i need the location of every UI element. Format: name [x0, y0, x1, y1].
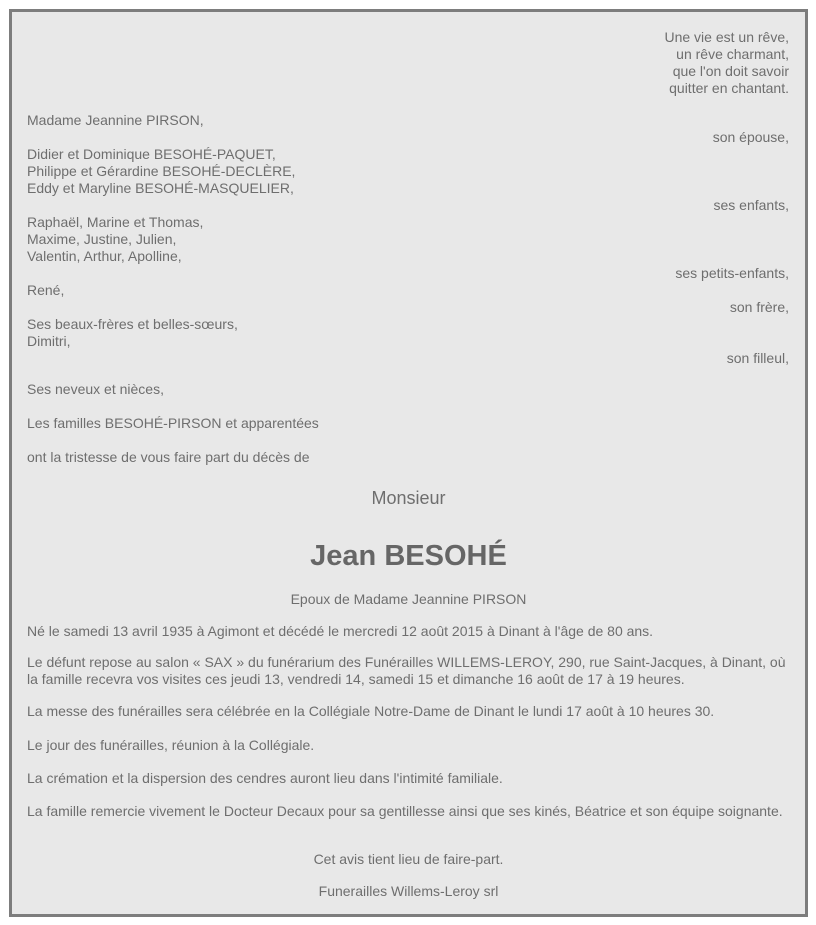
birth-death-paragraph: Né le samedi 13 avril 1935 à Agimont et décédé le mercredi 12 août 2015 à Dinant à l'âge de 80 ans.	[27, 623, 654, 639]
spouse-name: Madame Jeannine PIRSON,	[27, 112, 204, 128]
deceased-name: Jean BESOHÉ	[310, 540, 507, 572]
brother-name: René,	[27, 282, 65, 298]
visitation-paragraph: Le défunt repose au salon « SAX » du funérarium des Funérailles WILLEMS-LEROY, 290, rue Saint-Jacques, à Dinant, où la famille recevra vos visites ces jeudi 13, vendredi 14, samedi 15 et dimanche 16 août de 17 à 19 heures.	[27, 654, 786, 687]
godson-role: son filleul,	[726, 350, 789, 366]
children-role: ses enfants,	[713, 197, 789, 213]
spouse-role: son épouse,	[712, 129, 789, 145]
grandchild-line: Valentin, Arthur, Apolline,	[27, 248, 182, 264]
grandchild-line: Maxime, Justine, Julien,	[27, 231, 177, 247]
mass-paragraph: La messe des funérailles sera célébrée en la Collégiale Notre-Dame de Dinant le lundi 17 août à 10 heures 30.	[27, 703, 715, 719]
announcement-line: ont la tristesse de vous faire part du décès de	[27, 449, 310, 465]
child-line: Didier et Dominique BESOHÉ-PAQUET,	[27, 146, 276, 162]
families-line: Les familles BESOHÉ-PIRSON et apparentées	[27, 415, 319, 431]
meeting-paragraph: Le jour des funérailles, réunion à la Collégiale.	[27, 737, 315, 753]
brother-role: son frère,	[729, 299, 789, 315]
deceased-spouse-line: Epoux de Madame Jeannine PIRSON	[290, 591, 527, 607]
deceased-title: Monsieur	[371, 488, 446, 508]
funeral-company: Funerailles Willems-Leroy srl	[318, 883, 499, 899]
poem-line: que l'on doit savoir	[672, 63, 789, 79]
child-line: Philippe et Gérardine BESOHÉ-DECLÈRE,	[27, 163, 296, 179]
faire-part-notice: Cet avis tient lieu de faire-part.	[313, 851, 504, 867]
poem-line: Une vie est un rêve,	[664, 29, 789, 45]
inlaws-line: Ses beaux-frères et belles-sœurs,	[27, 316, 238, 332]
obituary-notice	[9, 9, 808, 917]
cremation-paragraph: La crémation et la dispersion des cendres auront lieu dans l'intimité familiale.	[27, 770, 503, 786]
grandchildren-role: ses petits-enfants,	[675, 265, 789, 281]
nephews-line: Ses neveux et nièces,	[27, 381, 164, 397]
poem-line: un rêve charmant,	[676, 46, 789, 62]
poem-line: quitter en chantant.	[669, 80, 789, 96]
child-line: Eddy et Maryline BESOHÉ-MASQUELIER,	[27, 180, 294, 196]
thanks-paragraph: La famille remercie vivement le Docteur Decaux pour sa gentillesse ainsi que ses kinés, Béatrice et son équipe soignante.	[27, 803, 783, 819]
grandchild-line: Raphaël, Marine et Thomas,	[27, 214, 204, 230]
godson-name: Dimitri,	[27, 333, 71, 349]
